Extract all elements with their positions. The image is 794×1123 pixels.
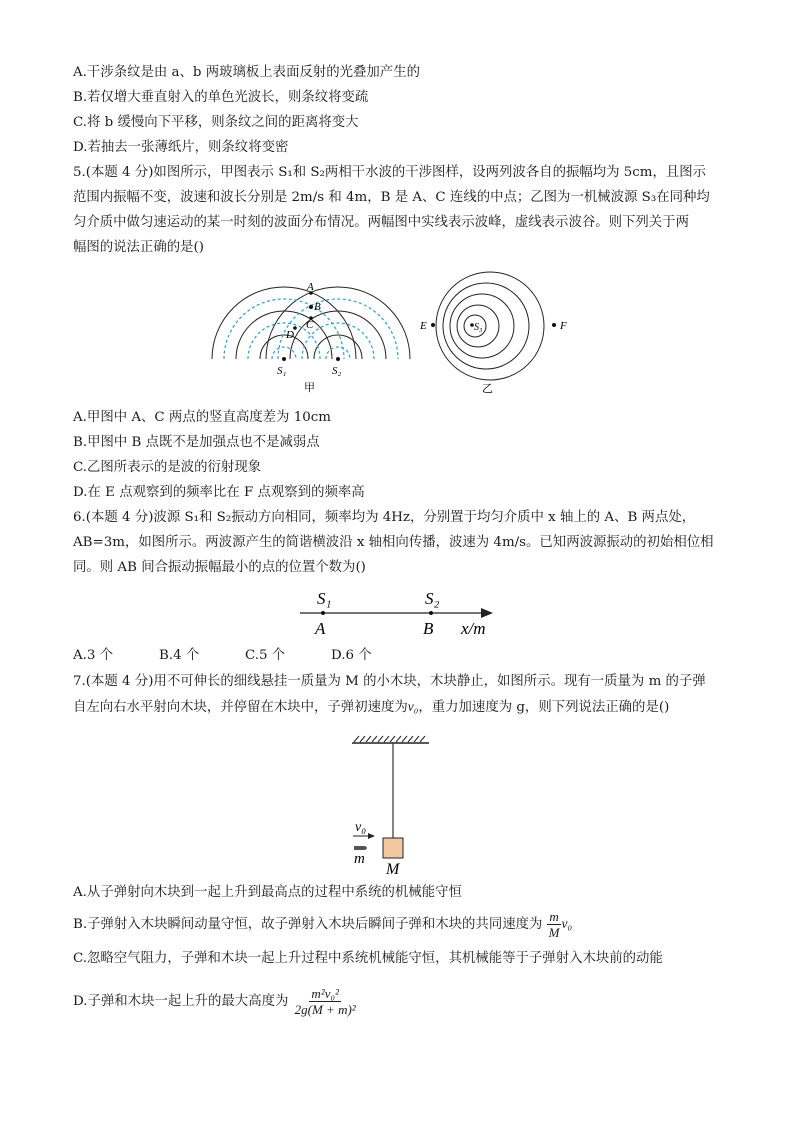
label-B: B	[314, 301, 321, 313]
point-S2	[336, 357, 340, 361]
label-axis: x/m	[461, 619, 486, 638]
bullet	[354, 846, 367, 850]
q6-stem-line1: 6.(本题 4 分)波源 S₁和 S₂振动方向相同，频率均为 4Hz，分别置于均匀介质中 x 轴上的 A、B 两点处，	[73, 510, 696, 525]
caption-jia: 甲	[304, 382, 315, 394]
fraction-max-height: $\frac{\text{m²v₀²}}{\text{2g(M + m)²}}$	[294, 986, 356, 1017]
q5-option-a: A.甲图中 A、C 两点的竖直高度差为 10cm	[73, 410, 331, 425]
label-M: M	[386, 861, 400, 878]
q6-figure-axis	[295, 583, 510, 641]
point-A	[321, 611, 325, 615]
q5-figure-yi	[415, 268, 575, 398]
label-F: F	[560, 320, 567, 332]
point-B	[429, 611, 433, 615]
q5-option-d: D.在 E 点观察到的频率比在 F 点观察到的频率高	[73, 485, 365, 500]
label-S1: S₁	[317, 589, 332, 608]
q5-option-b: B.甲图中 B 点既不是加强点也不是减弱点	[73, 435, 320, 450]
q6-stem-line2: AB=3m，如图所示。两波源产生的简谐横波沿 x 轴相向传播，波速为 4m/s。已知两波源振动的初始相位相	[73, 535, 714, 550]
q6-stem-line3: 同。则 AB 间合振动振幅最小的点的位置个数为()	[73, 560, 366, 575]
q7-option-b: B.子弹射入木块瞬间动量守恒，故子弹射入木块后瞬间子弹和木块的共同速度为 $\frac{m}{M}$ v₀	[73, 909, 573, 940]
q4-option-c: C.将 b 缓慢向下平移，则条纹之间的距离将变大	[73, 115, 359, 130]
fraction-m-over-M: $\frac{m}{M}$	[548, 909, 560, 940]
point-S1	[282, 357, 286, 361]
v0-symbol: v₀	[407, 699, 419, 714]
label-v0: v₀	[355, 820, 367, 835]
q4-option-d: D.若抽去一张薄纸片，则条纹将变密	[73, 140, 289, 155]
label-E: E	[420, 320, 427, 332]
label-S2: S₂	[425, 589, 440, 608]
q7-figure-pendulum	[335, 733, 445, 881]
q5-stem-line3: 匀介质中做匀速运动的某一时刻的波面分布情况。两幅图中实线表示波峰，虚线表示波谷。则下列关于两	[73, 215, 689, 230]
q5-option-c: C.乙图所表示的是波的衍射现象	[73, 460, 262, 475]
q5-stem-line4: 幅图的说法正确的是()	[73, 240, 204, 255]
q7-stem-line1: 7.(本题 4 分)用不可伸长的细线悬挂一质量为 M 的小木块，木块静止，如图所示。现有一质量为 m 的子弹	[73, 674, 706, 689]
label-B: B	[423, 619, 434, 638]
q6-option-b: B.4 个	[159, 648, 200, 663]
label-D: D	[286, 329, 294, 341]
point-E	[431, 323, 435, 327]
q7-option-c: C.忽略空气阻力，子弹和木块一起上升过程中系统机械能守恒，其机械能等于子弹射入木块前的动能	[73, 951, 663, 966]
label-A: A	[315, 619, 326, 638]
label-S2: S₂	[332, 365, 342, 377]
q7-option-d: D.子弹和木块一起上升的最大高度为 $\frac{\text{m²v₀²}}{\text{2g(M + m)²}}$	[73, 986, 356, 1017]
point-F	[552, 323, 556, 327]
block-M	[383, 838, 403, 858]
q6-options	[73, 646, 372, 666]
point-B	[309, 305, 313, 309]
q6-option-d: D.6 个	[331, 648, 372, 663]
q5-stem-line1: 5.(本题 4 分)如图所示，甲图表示 S₁和 S₂两相干水波的干涉图样，设两列波各自的振幅均为 5cm，且图示	[73, 165, 707, 180]
q7-stem-line2: 自左向右水平射向木块，并停留在木块中，子弹初速度为v₀，重力加速度为 g，则下列说法正确的是()	[73, 699, 670, 715]
q5-stem-line2: 范围内振幅不变，波速和波长分别是 2m/s 和 4m，B 是 A、C 连线的中点；乙图为一机械波源 S₃在同种均	[73, 190, 710, 205]
q4-option-a: A.干涉条纹是由 a、b 两玻璃板上表面反射的光叠加产生的	[73, 65, 420, 80]
label-m: m	[354, 851, 365, 867]
q7-option-a: A.从子弹射向木块到一起上升到最高点的过程中系统的机械能守恒	[73, 885, 462, 900]
q6-option-a: A.3 个	[73, 648, 114, 663]
q5-figure-jia	[200, 275, 420, 395]
label-C: C	[306, 319, 314, 331]
label-S3: S₃	[474, 322, 483, 333]
label-S1: S₁	[277, 365, 287, 377]
caption-yi: 乙	[482, 383, 493, 395]
label-A: A	[307, 281, 314, 293]
q6-option-c: C.5 个	[245, 648, 286, 663]
q4-option-b: B.若仅增大垂直射入的单色光波长，则条纹将变疏	[73, 90, 369, 105]
